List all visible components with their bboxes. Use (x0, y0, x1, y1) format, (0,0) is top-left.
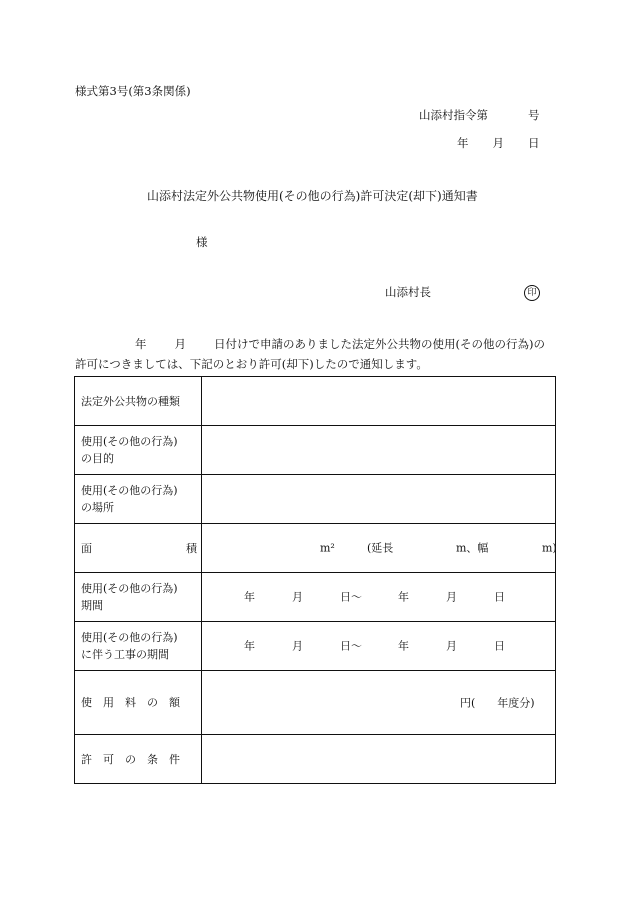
works-period-label: 使用(その他の行為) に伴う工事の期間 (75, 622, 202, 671)
date-day: 日 (528, 136, 540, 150)
body-year: 年 (135, 337, 147, 351)
table-row (75, 524, 556, 573)
purpose-value (202, 426, 556, 475)
document-number-suffix: 号 (528, 108, 540, 122)
fee-value: 円( 年度分) (202, 671, 556, 735)
fee-label: 使 用 料 の 額 (75, 671, 202, 735)
table-row (75, 622, 556, 671)
area-unit: m² (320, 541, 335, 555)
body-month: 月 (174, 337, 186, 351)
notice-body (75, 334, 555, 374)
area-width-label: m、幅 (456, 541, 489, 555)
table-row (75, 377, 556, 426)
table-row (75, 671, 556, 735)
document-title: 山添村法定外公共物使用(その他の行為)許可決定(却下)通知書 (147, 189, 478, 203)
area-label: 面 積 (75, 524, 202, 573)
body-line-1: 日付けで申請のありました法定外公共物の使用(その他の行為)の (214, 337, 545, 351)
table-row (75, 573, 556, 622)
area-close: m) (542, 541, 557, 555)
table-row (75, 426, 556, 475)
type-label: 法定外公共物の種類 (75, 377, 202, 426)
period-value: 年 月 日〜 年 月 日 (202, 573, 556, 622)
type-value (202, 377, 556, 426)
permit-details-table (74, 376, 556, 784)
date-month: 月 (492, 136, 504, 150)
table-row (75, 475, 556, 524)
issuer-name: 山添村長 (385, 285, 431, 299)
area-length-label: (延長 (367, 541, 394, 555)
recipient-suffix: 様 (196, 235, 208, 249)
period-label: 使用(その他の行為) 期間 (75, 573, 202, 622)
form-number: 様式第3号(第3条関係) (75, 84, 191, 98)
purpose-label: 使用(その他の行為) の目的 (75, 426, 202, 475)
works-period-value: 年 月 日〜 年 月 日 (202, 622, 556, 671)
seal-mark: 印 (524, 285, 540, 301)
document-number (419, 110, 540, 122)
condition-label: 許 可 の 条 件 (75, 735, 202, 784)
date-year: 年 (457, 136, 469, 150)
area-value (202, 524, 556, 573)
place-value (202, 475, 556, 524)
place-label: 使用(その他の行為) の場所 (75, 475, 202, 524)
condition-value (202, 735, 556, 784)
document-number-prefix: 山添村指令第 (419, 108, 488, 122)
body-line-2: 許可につきましては、下記のとおり許可(却下)したので通知します。 (75, 357, 428, 371)
table-row (75, 735, 556, 784)
document-date (457, 138, 540, 150)
